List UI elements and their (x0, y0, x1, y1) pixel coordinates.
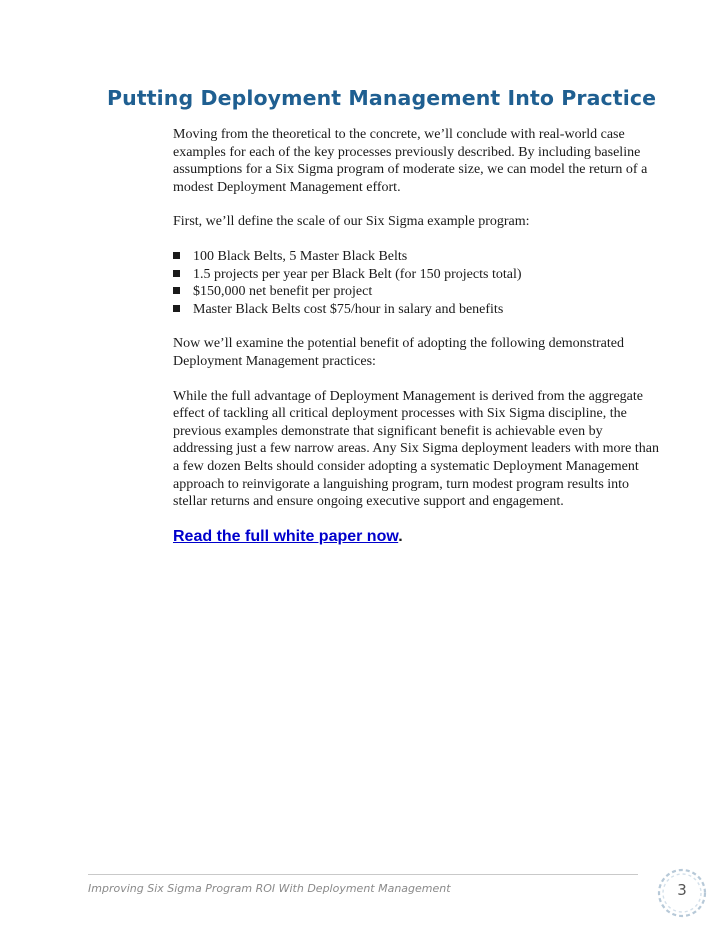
list-item (173, 283, 659, 301)
square-bullet-icon (173, 270, 180, 277)
list-item (173, 248, 659, 266)
page-number: 3 (677, 881, 687, 899)
scale-paragraph: First, we’ll define the scale of our Six Sigma example program: (173, 214, 530, 230)
square-bullet-icon (173, 287, 180, 294)
list-item-text: Master Black Belts cost $75/hour in salary and benefits (193, 301, 504, 317)
conclusion-paragraph: While the full advantage of Deployment Management is derived from the aggregate effect of tackling all critical deployment processes with Six Sigma discipline, the previous examples demonstrate that significant benefit is achievable even by addressing just a few narrow areas. Any Six Sigma deployment leaders with more than a few dozen Belts should consider adopting a systematic Deployment Management approach to reinvigorate a languishing program, turn modest program results into stellar returns and ensure ongoing executive support and engagement. (173, 388, 659, 510)
page-number-badge (656, 867, 708, 919)
section-heading: Putting Deployment Management Into Practice (107, 86, 657, 110)
call-to-action (173, 528, 659, 546)
cta-period: . (398, 527, 403, 545)
square-bullet-icon (173, 252, 180, 259)
footer-divider (88, 874, 638, 875)
list-item-text: 1.5 projects per year per Black Belt (for 150 projects total) (193, 266, 522, 282)
square-bullet-icon (173, 305, 180, 312)
white-paper-link[interactable]: Read the full white paper now (173, 527, 399, 545)
examine-paragraph: Now we’ll examine the potential benefit of adopting the following demonstrated Deployment Management practices: (173, 336, 624, 369)
list-item-text: 100 Black Belts, 5 Master Black Belts (193, 248, 408, 264)
intro-paragraph: Moving from the theoretical to the concrete, we’ll conclude with real-world case examples for each of the key processes previously described. By including baseline assumptions for a Six Sigma program of moderate size, we can model the return of a modest Deployment Management effort. (173, 127, 648, 195)
footer-title: Improving Six Sigma Program ROI With Deployment Management (88, 882, 451, 895)
body-content (173, 126, 659, 545)
list-item-text: $150,000 net benefit per project (193, 284, 373, 300)
assumptions-list (173, 248, 659, 318)
list-item (173, 266, 659, 284)
list-item (173, 301, 659, 319)
